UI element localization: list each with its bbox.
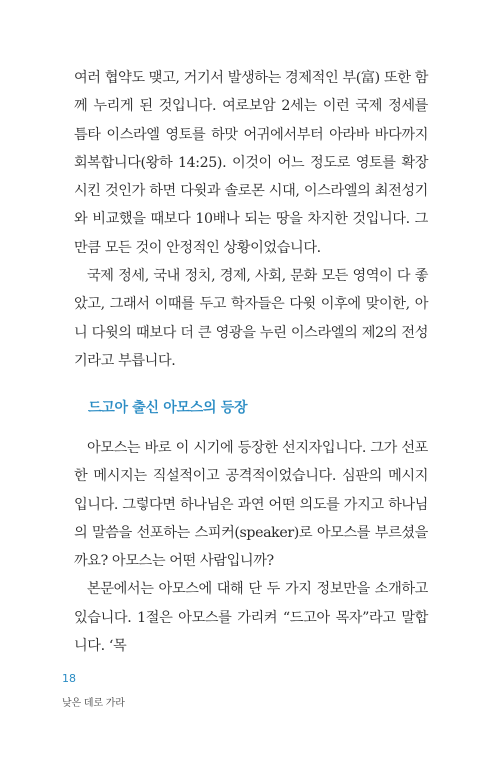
paragraph: 여러 협약도 맺고, 거기서 발생하는 경제적인 부(富) 또한 함께 누리게 된 것입니다. 여로보암 2세는 이런 국제 정세를 틈타 이스라엘 영토를 하맛 어귀에서부터 아라바 바다까지 회복합니다(왕하 14:25). 이것이 어느 정도로 영토를 확장시킨 것인가 하면 다윗과 솔로몬 시대, 이스라엘의 최전성기와 비교했을 때보다 10배나 되는 땅을 차지한 것입니다. 그만큼 모든 것이 안정적인 상황이었습니다. [74, 70, 428, 256]
paragraph: 아모스는 바로 이 시기에 등장한 선지자입니다. 그가 선포한 메시지는 직설적이고 공격적이었습니다. 심판의 메시지입니다. 그렇다면 하나님은 과연 어떤 의도를 가지고 하나님의 말씀을 선포하는 스피커(speaker)로 아모스를 부르셨을까요? 아모스는 어떤 사람입니까? [74, 440, 428, 570]
page-number: 18 [62, 672, 76, 685]
paragraph: 국제 정세, 국내 정치, 경제, 사회, 문화 모든 영역이 다 좋았고, 그래서 이때를 두고 학자들은 다윗 이후에 맞이한, 아니 다윗의 때보다 더 큰 영광을 누린 이스라엘의 제2의 전성기라고 부릅니다. [74, 268, 428, 369]
body-text-top [74, 64, 428, 375]
body-text-bottom [74, 434, 428, 660]
section-heading: 드고아 출신 아모스의 등장 [88, 400, 248, 416]
running-footer-title: 낮은 데로 가라 [62, 698, 125, 709]
paragraph: 본문에서는 아모스에 대해 단 두 가지 정보만을 소개하고 있습니다. 1절은 아모스를 가리켜 “드고아 목자”라고 말합니다. ‘목 [74, 581, 428, 655]
